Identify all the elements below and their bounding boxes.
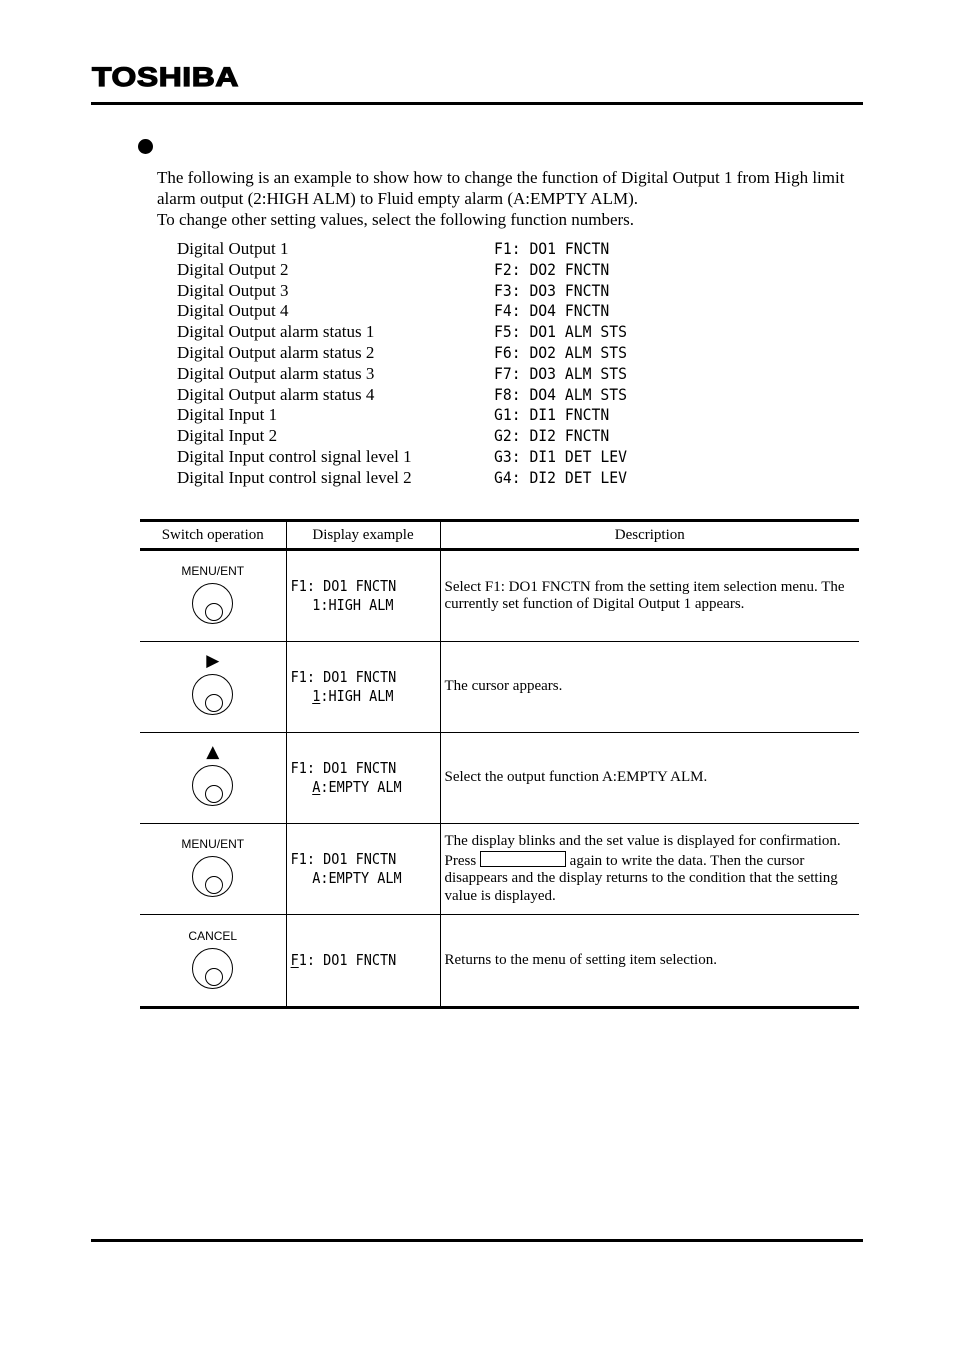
function-code: F4: DO4 FNCTN [494,301,610,321]
table-row [140,550,859,642]
table-row [140,915,859,1008]
cursor-character: F [290,951,299,969]
footer-rule [91,1239,863,1242]
function-name: Digital Input control signal level 1 [177,446,412,466]
display-cell [286,642,440,733]
display-cell [286,915,440,1008]
key-placeholder-box [480,851,566,867]
display-example: F1: DO1 FNCTN 1:HIGH ALM [290,577,396,614]
column-header-switch: Switch operation [140,521,286,550]
function-code: F2: DO2 FNCTN [494,259,610,279]
table-row [140,824,859,915]
knob-icon [192,583,233,624]
description-cell: The display blinks and the set value is displayed for confirmation. Press again to write the data. Then the cursor disappears and the display returns to the condition that the setting value is displayed. [440,824,859,915]
knob-icon [192,765,233,806]
function-name: Digital Input 1 [177,405,278,425]
toshiba-logo: TOSHIBA [92,62,239,92]
function-name: Digital Output alarm status 2 [177,342,375,362]
function-name: Digital Output 2 [177,259,289,279]
function-code: F7: DO3 ALM STS [494,363,627,383]
up-arrow-icon: ▲ [206,742,220,762]
function-code: F6: DO2 ALM STS [494,342,627,362]
function-name: Digital Input control signal level 2 [177,467,412,487]
switch-cell [140,915,286,1008]
description-cell: The cursor appears. [440,642,859,733]
switch-cell [140,550,286,642]
column-header-display: Display example [286,521,440,550]
header-rule [91,102,863,105]
right-arrow-icon: ▶ [206,651,220,671]
function-name: Digital Output 4 [177,301,289,321]
menu-ent-label: MENU/ENT [181,564,245,578]
display-example: F1: DO1 FNCTN A:EMPTY ALM [290,759,402,796]
function-code: F5: DO1 ALM STS [494,322,627,342]
display-example: F1: DO1 FNCTN [290,951,396,969]
switch-cell [140,642,286,733]
cursor-character: A [311,778,320,796]
description-cell: Select F1: DO1 FNCTN from the setting item selection menu. The currently set function of Digital Output 1 appears. [440,550,859,642]
cancel-label: CANCEL [188,928,238,943]
description-cell: Select the output function A:EMPTY ALM. [440,733,859,824]
function-name: Digital Output 3 [177,280,289,300]
intro-paragraph-2: To change other setting values, select the following function numbers. [157,210,635,229]
function-name: Digital Output alarm status 4 [177,384,375,404]
intro-paragraph-1: The following is an example to show how to change the function of Digital Output 1 from High limit alarm output (2:HIGH ALM) to Fluid empty alarm (A:EMPTY ALM). [157,168,845,208]
function-name: Digital Output alarm status 3 [177,363,375,383]
function-code: G3: DI1 DET LEV [494,446,627,466]
switch-cell [140,824,286,915]
display-cell [286,824,440,915]
function-name: Digital Input 2 [177,426,278,446]
function-code: F1: DO1 FNCTN [494,239,610,258]
function-code: G2: DI2 FNCTN [494,426,610,446]
display-example: F1: DO1 FNCTN A:EMPTY ALM [290,850,402,887]
operation-table [140,519,859,1009]
table-row [140,642,859,733]
function-name: Digital Output 1 [177,239,289,258]
function-code: F3: DO3 FNCTN [494,280,610,300]
display-cell [286,733,440,824]
function-code: F8: DO4 ALM STS [494,384,627,404]
function-code: G4: DI2 DET LEV [494,467,627,487]
knob-icon [192,948,233,989]
table-row [140,733,859,824]
column-header-description: Description [440,521,859,550]
knob-icon [192,674,233,715]
table-header-row [140,521,859,550]
menu-ent-label: MENU/ENT [181,837,245,851]
function-code: G1: DI1 FNCTN [494,405,610,425]
display-example: F1: DO1 FNCTN 1:HIGH ALM [290,668,396,705]
cursor-character: 1 [311,687,320,705]
knob-icon [192,856,233,897]
function-name: Digital Output alarm status 1 [177,322,375,342]
intro-text [157,167,857,230]
description-cell: Returns to the menu of setting item selection. [440,915,859,1008]
bullet-icon [138,139,153,154]
switch-cell [140,733,286,824]
display-cell [286,550,440,642]
